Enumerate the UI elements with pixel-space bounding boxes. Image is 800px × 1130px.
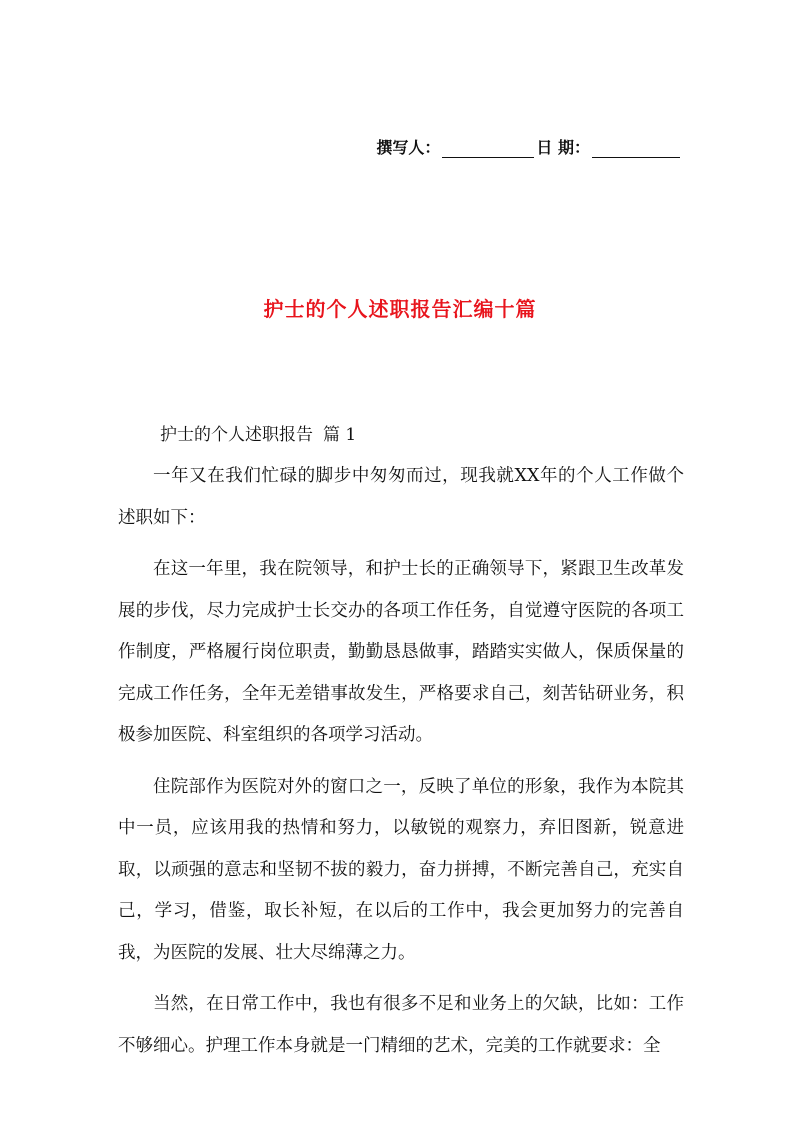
paragraph: 住院部作为医院对外的窗口之一，反映了单位的形象，我作为本院其中一员，应该用我的热情和努力，以敏锐的观察力，弃旧图新，锐意进取，以顽强的意志和坚韧不拔的毅力，奋力拼搏，不断完善自己，充实自己，学习，借鉴，取长补短，在以后的工作中，我会更加努力的完善自我，为医院的发展、壮大尽绵薄之力。 (118, 776, 684, 963)
section-number: 篇 1 (323, 425, 357, 445)
paragraph: 在这一年里，我在院领导，和护士长的正确领导下，紧跟卫生改革发展的步伐，尽力完成护士长交办的各项工作任务，自觉遵守医院的各项工作制度，严格履行岗位职责，勤勤恳恳做事，踏踏实实做人，保质保量的完成工作任务，全年无差错事故发生，严格要求自己，刻苦钻研业务，积极参加医院、科室组织的各项学习活动。 (118, 559, 684, 745)
paragraph: 当然，在日常工作中，我也有很多不足和业务上的欠缺，比如：工作不够细心。护理工作本身就是一门精细的艺术，完美的工作就要求：全 (118, 994, 684, 1056)
section-heading (160, 420, 356, 445)
section-title: 护士的个人述职报告 (160, 425, 313, 445)
document-body (118, 456, 684, 1077)
date-blank-line (592, 139, 680, 158)
document-title: 护士的个人述职报告汇编十篇 (263, 297, 537, 321)
paragraph: 一年又在我们忙碌的脚步中匆匆而过，现我就XX年的个人工作做个述职如下： (118, 466, 684, 528)
author-label: 撰写人： (376, 138, 441, 157)
author-blank-line (442, 139, 534, 158)
author-date-line (376, 138, 680, 158)
date-label: 日 期： (536, 138, 590, 157)
